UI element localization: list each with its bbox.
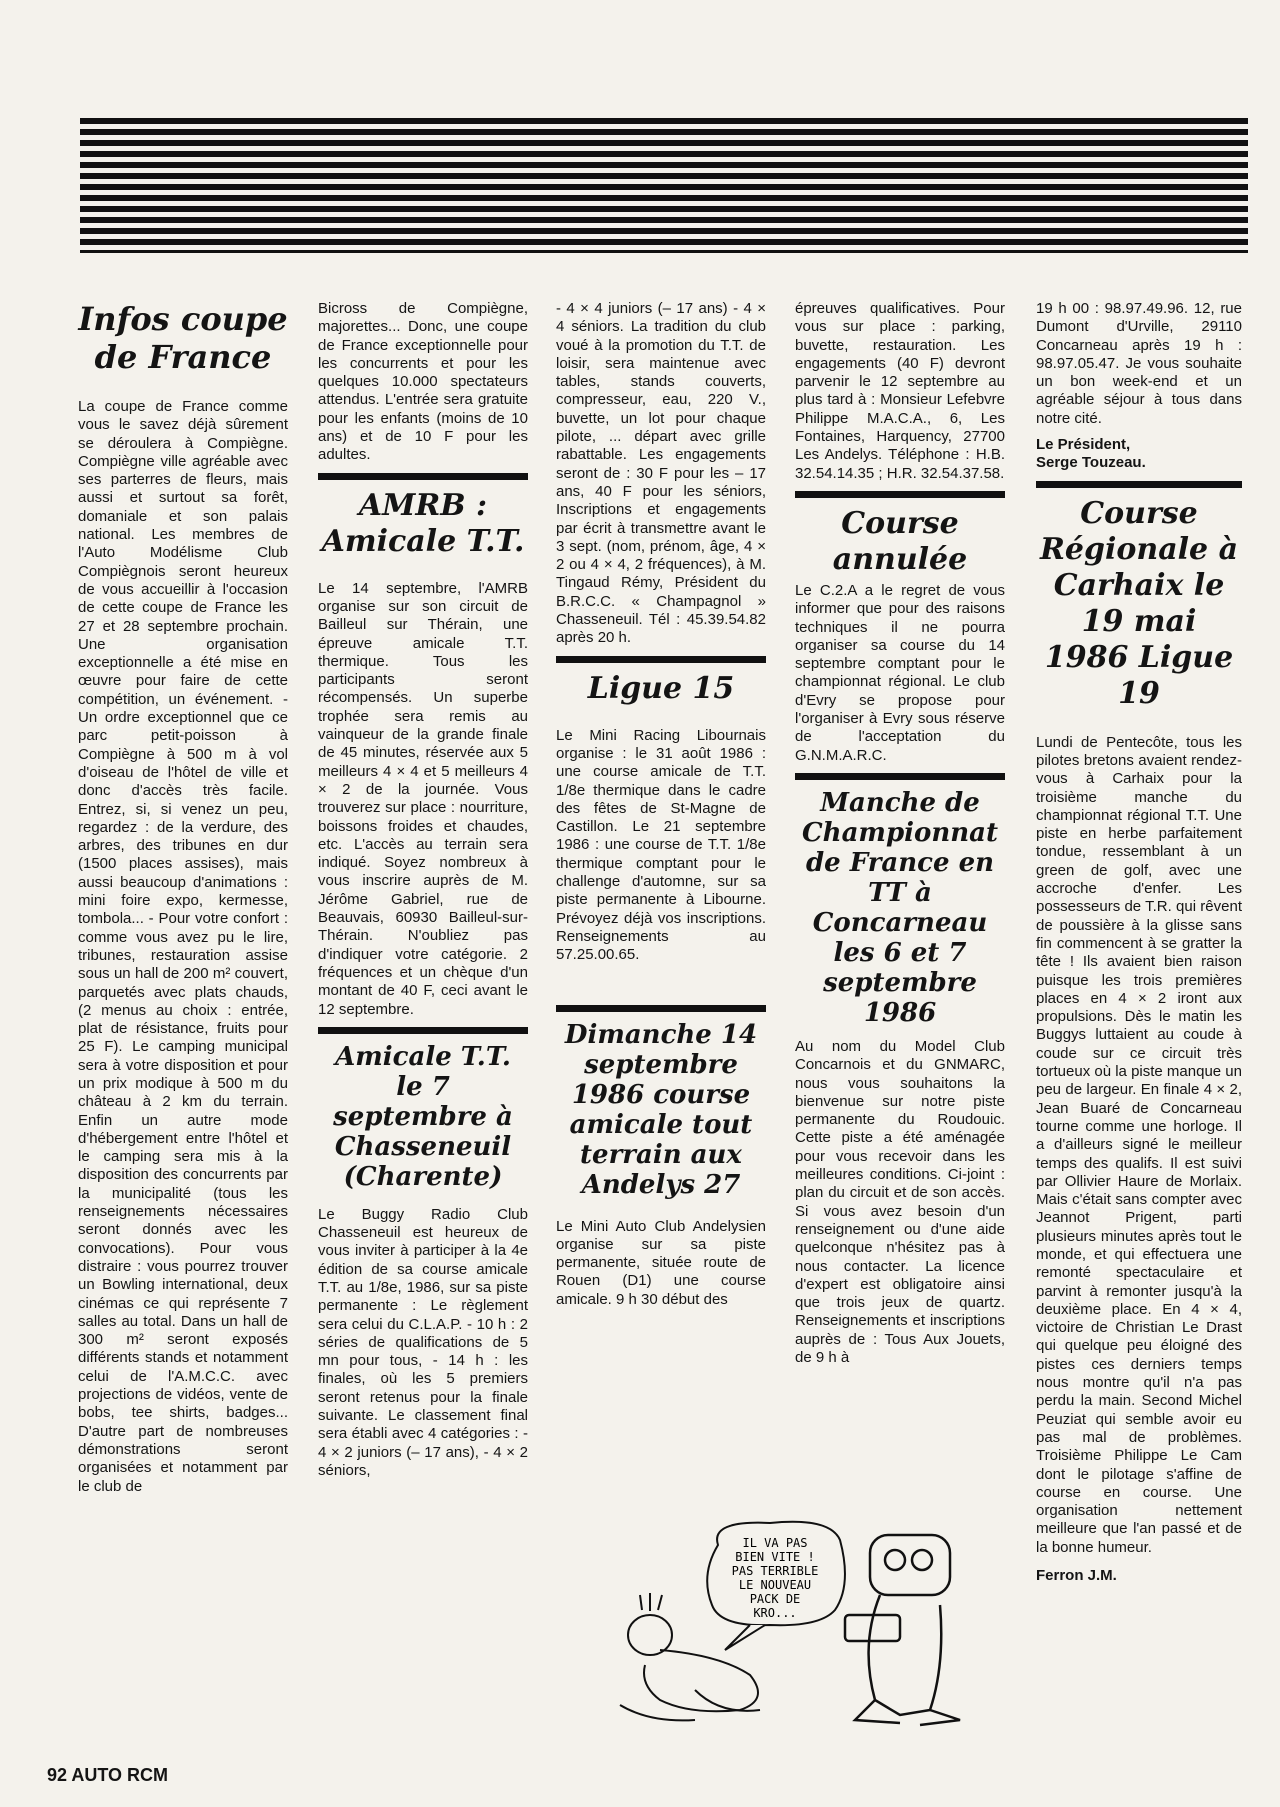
- signature-name: Serge Touzeau.: [1036, 454, 1146, 472]
- column-5: [1036, 300, 1242, 1585]
- bubble-line: PACK DE: [749, 1592, 801, 1606]
- article-body-course-annulee: Le C.2.A a le regret de vous informer que pour des raisons techniques il ne pourra organiser sa course du 14 septembre comptant pour le championnat régional. Le club d'Evry se propose pour l'organiser à Evry sous réserve de l'acceptation du G.N.M.A.R.C.: [795, 581, 1005, 764]
- page-number: 92: [47, 1765, 68, 1785]
- article-title-infos-coupe: Infos coupe de France: [78, 300, 288, 376]
- bubble-line: KRO...: [753, 1606, 797, 1620]
- article-title-carhaix: Course Régionale à Carhaix le 19 mai 1986 Ligue 19: [1039, 495, 1239, 711]
- divider: [795, 773, 1005, 780]
- article-body-continued: Bicross de Compiègne, majorettes... Donc, une coupe de France exceptionnelle pour les concurrents et pour les quelques 10.000 spectateurs attendus. L'entrée sera gratuite pour les enfants (moins de 10 ans) et de 10 F pour les adultes.: [318, 300, 528, 464]
- article-body-andelys: Le Mini Auto Club Andelysien organise sur sa piste permanente, située route de Rouen (D1) une course amicale. 9 h 30 début des: [556, 1217, 766, 1308]
- article-body-amrb: Le 14 septembre, l'AMRB organise sur son circuit de Bailleul sur Thérain, une épreuve amicale T.T. thermique. Tous les participants seront récompensés. Un superbe trophée sera remis au vainqueur de la grande finale de 45 minutes, réservée aux 5 meilleurs 4 × 4 et 5 meilleurs 4 × 2 de la journée. Vous trouverez sur place : nourriture, boissons froides et chaudes, etc. L'accès au terrain sera indiqué. Soyez nombreux à vous inscrire auprès de M. Jérôme Gabriel, rue de Beauvais, 60930 Bailleul-sur-Thérain. N'oubliez pas d'indiquer votre catégorie. 2 fréquences et un chèque d'un montant de 40 F, ceci avant le 12 septembre.: [318, 579, 528, 1018]
- column-1: [78, 300, 288, 1496]
- robot-drawing: [845, 1535, 960, 1725]
- article-body-continued: épreuves qualificatives. Pour vous sur place : parking, buvette, restauration. Les engagements (40 F) devront parvenir le 12 septembre au plus tard à : Monsieur Lefebvre Philippe M.A.C.A., 6, Les Fontaines, Harquency, 27700 Les Andelys. Téléphone : H.B. 32.54.14.35 ; H.R. 32.54.37.58.: [795, 300, 1005, 482]
- article-body-chasseneuil: Le Buggy Radio Club Chasseneuil est heureux de vous inviter à participer à la 4e édition de sa course amicale T.T. au 1/8e, 1986, sur sa piste permanente : Le règlement sera celui du C.L.A.P. - 10 h : 2 séries de qualifications de 5 mn pour tous, - 14 h : les finales, où les 5 premiers seront retenus pour la finale suivante. Le classement final sera établi avec 4 catégories : - 4 × 2 juniors (– 17 ans), - 4 × 2 séniors,: [318, 1205, 528, 1479]
- header-stripes: [80, 118, 1248, 253]
- article-body-concarneau: Au nom du Model Club Concarnois et du GNMARC, nous vous souhaitons la bienvenue sur notre piste permanente du Roudouic. Cette piste a été aménagée pour vous recevoir dans les meilleures conditions. Ci-joint : plan du circuit et de son accès. Si vous avez besoin d'un renseignement ou d'une aide quelconque n'hésitez pas à nous contacter. La licence d'expert est obligatoire ainsi que trois jeux de quartz. Renseignements et inscriptions auprès de : Tous Aux Jouets, de 9 h à: [795, 1037, 1005, 1366]
- column-2: [318, 300, 528, 1480]
- signature-author: Ferron J.M.: [1036, 1567, 1117, 1585]
- signature-president: Le Président,: [1036, 436, 1131, 454]
- bubble-line: BIEN VITE !: [735, 1550, 815, 1564]
- speech-bubble: [707, 1522, 845, 1650]
- article-title-course-annulee: Course annulée: [832, 505, 968, 577]
- divider: [556, 656, 766, 663]
- article-title-amrb: AMRB : Amicale T.T.: [321, 487, 525, 559]
- magazine-name: AUTO RCM: [71, 1765, 169, 1785]
- article-body-ligue-15: Le Mini Racing Libournais organise : le 31 août 1986 : une course amicale de T.T. 1/8e thermique dans le cadre des fêtes de St-Magne de Castillon. Le 21 septembre 1986 : une course de T.T. 1/8e thermique comptant pour le challenge d'automne, sur sa piste permanente à Libourne. Prévoyez déjà vos inscriptions. Renseignements au 57.25.00.65.: [556, 726, 766, 964]
- divider: [1036, 481, 1242, 488]
- cartoon-illustration: [600, 1515, 1030, 1730]
- article-title-ligue-15: Ligue 15: [587, 670, 735, 706]
- column-4: [795, 300, 1005, 1367]
- article-body-continued: - 4 × 4 juniors (– 17 ans) - 4 × 4 séniors. La tradition du club voué à la promotion du T.T. de loisir, sera maintenue avec tables, stands couverts, compresseur, eau, 220 V., buvette, un lot pour chaque pilote, ... départ avec grille rabattable. Les engagements seront de : 30 F pour les – 17 ans, 40 F pour les séniors, Inscriptions et engagements par écrit à transmettre avant le 3 sept. (nom, prénom, âge, 4 × 2 ou 4 × 4, 2 fréquences), à M. Tingaud Rémy, Président du B.R.C.C. « Champagnol » Chasseneuil. Tél : 45.39.54.82 après 20 h.: [556, 300, 766, 647]
- character-drawing: [620, 1593, 760, 1720]
- column-3: [556, 300, 766, 1309]
- divider: [556, 1005, 766, 1012]
- article-body-infos-coupe: La coupe de France comme vous le savez déjà sûrement se déroulera à Compiègne. Compiègne ville agréable avec ses parterres de fleurs, mais aussi et surtout sa forêt, domaniale et son palais national. Les membres de l'Auto Modélisme Club Compiègnois seront heureux de vous accueillir à l'occasion de cette coupe de France les 27 et 28 septembre prochain. Une organisation exceptionnelle a été mise en œuvre pour faire de cette compétition, un événement. - Un ordre exceptionnel que ce parc petit-poisson à Compiègne à 500 m à vol d'oiseau de l'hôtel de ville et donc d'accès très facile. Entrez, si, si venez un peu, regardez : de la verdure, des arbres, des tribunes en dur (1500 places assises), mais aussi beaucoup d'animations : mini foire expo, kermesse, tombola... - Pour votre confort : comme vous avez pu le lire, tribunes, restauration assise sous un hall de 200 m² couvert, parquetés avec plats chauds, (2 menus au choix : entrée, plat de résistance, fruits pour 25 F). Le camping municipal sera à votre disposition et pour un prix modique à 500 m du château à 2 km du terrain. Enfin un autre mode d'hébergement entre l'hôtel et le camping sera mis à la disposition des concurrents par la municipalité (tous les renseignements nécessaires seront donnés avec les convocations). Pour vous distraire : vous pourrez trouver un Bowling international, deux cinémas ce qui représente 7 salles au total. Dans un hall de 300 m² seront exposés différents stands et notamment celui de l'A.M.C.C. avec projections de vidéos, vente de bobs, tee shirts, badges... D'autre part de nombreuses démonstrations seront organisées et notamment par le club de: [78, 398, 288, 1495]
- bubble-line: LE NOUVEAU: [738, 1578, 812, 1592]
- article-title-concarneau: Manche de Championnat de France en TT à Concarneau les 6 et 7 septembre 1986: [801, 787, 998, 1028]
- page-footer: [47, 1765, 168, 1786]
- bubble-line: PAS TERRIBLE: [731, 1564, 819, 1578]
- article-body-continued: 19 h 00 : 98.97.49.96. 12, rue Dumont d'Urville, 29110 Concarneau après 19 h : 98.97.05.47. Je vous souhaite un bon week-end et un agréable séjour à tous dans notre cité.: [1036, 300, 1242, 427]
- article-title-chasseneuil: Amicale T.T. le 7 septembre à Chasseneuil (Charente): [333, 1041, 513, 1192]
- divider: [318, 473, 528, 480]
- article-body-carhaix: Lundi de Pentecôte, tous les pilotes bretons avaient rendez-vous à Carhaix pour la troisième manche du championnat régional T.T. Une piste en herbe parfaitement tondue, ressemblant à un green de golf, avec une accroche d'enfer. Les possesseurs de T.R. qui rêvent de poussière à la glisse sans fin commencent à se gratter la tête ! Ils avaient bien raison puisque les trois premières places en 4 × 2 iront aux propulsions. Dès le matin les Buggys luttaient au coude à coude sur ce circuit très tortueux où la piste manque un peu de largeur. En finale 4 × 2, Jean Buaré de Concarneau tourne comme une horloge. Il a d'ailleurs signé le meilleur temps des qualifs. Il est suivi par Ollivier Haure de Morlaix. Mais c'était sans compter avec Jeannot Prigent, parti plusieurs minutes après tout le monde, et qui effectuera une remonté spectaculaire et parvint à remonter jusqu'à la deuxième place. En 4 × 4, victoire de Christian Le Drast qui quelque peu éloigné des pistes ces derniers temps nous montre qu'il n'a pas perdu la main. Second Michel Peuziat qui semble avoir eu pas mal de problèmes. Troisième Philippe Le Cam dont le pilotage s'affine de course en course. Une organisation nettement meilleure que l'an passé et de la bonne humeur.: [1036, 733, 1242, 1556]
- article-title-andelys: Dimanche 14 septembre 1986 course amicale tout terrain aux Andelys 27: [564, 1019, 758, 1200]
- divider: [795, 491, 1005, 498]
- divider: [318, 1027, 528, 1034]
- bubble-line: IL VA PAS: [742, 1536, 808, 1550]
